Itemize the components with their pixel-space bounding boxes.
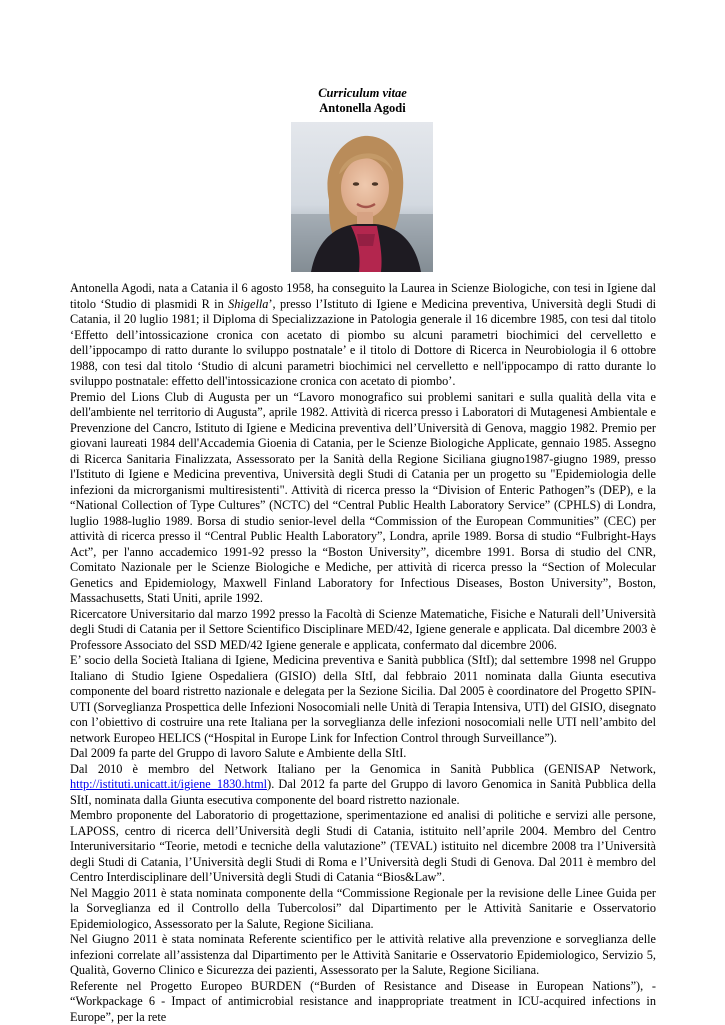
cv-body xyxy=(70,281,656,1025)
paragraph-awards: Premio del Lions Club di Augusta per un “Lavoro monografico sui problemi sanitari e sulla qualità della vita e dell'ambiente nel territorio di Augusta”, aprile 1982. Attività di ricerca presso i Laboratori di Mutagenesi Ambientale e Prevenzione del Cancro, Istituto di Igiene e Medicina preventiva dell’Università di Genova, maggio 1982. Premio per giovani laureati 1984 dell'Accademia Gioenia di Catania, per le Scienze Biologiche Applicate, gennaio 1985. Assegno di Ricerca Sanitaria Finalizzata, Assessorato per la Sanità della Regione Siciliana giugno1987-giugno 1989, presso l'Istituto di Igiene e Medicina preventiva, Università degli Studi di Catania per un progetto su "Epidemiologia delle infezioni da microrganismi multiresistenti". Attività di ricerca presso la “Division of Enteric Pathogen”s (DEP), e la “National Collection of Type Cultures” (NCTC) del “Central Public Health Laboratory Service” (CPHLS) di Londra, luglio 1988-luglio 1989. Borsa di studio senior-level della “Commission of the European Communities” (CEC) per attività di ricerca presso il “Central Public Health Laboratory”, Londra, aprile 1989. Borsa di studio “Fulbright-Hays Act”, per l'anno accademico 1991-92 presso la “Boston University”, dicembre 1991. Borsa di studio del CNR, Comitato Nazionale per le Scienze Biologiche e Mediche, per attività di ricerca presso la “Section of Molecular Genetics and Epidemiology, Maxwell Finland Laboratory for Infectious Diseases, Boston University”, Boston, Massachusetts, Stati Uniti, aprile 1992. xyxy=(70,390,656,607)
paragraph-referente: Nel Giugno 2011 è stata nominata Referente scientifico per le attività relative alla prevenzione e sorveglianza delle infezioni correlate all’assistenza dal Dipartimento per le Attività Sanitarie e Osservatorio Epidemiologico, Servizio 5, Qualità, Governo Clinico e Sicurezza dei pazienti, Assessorato per la Salute, Regione Siciliana. xyxy=(70,932,656,979)
portrait-image xyxy=(291,122,433,272)
paragraph-laposs: Membro proponente del Laboratorio di progettazione, sperimentazione ed analisi di politiche e servizi alle persone, LAPOSS, centro di ricerca dell’Università degli Studi di Catania, istituito nell’aprile 2004. Membro del Centro Interuniversitario “Teorie, metodi e tecniche della valutazione” (TEVAL) istituito nel dicembre 2008 tra l’Università degli Studi di Catania, l’Università degli Studi di Roma e l’Università degli Studi di Genova. Dal 2011 è membro del Centro Interdisciplinare dell’Università degli Studi di Catania “Bios&Law”. xyxy=(70,808,656,886)
paragraph-commission: Nel Maggio 2011 è stata nominata componente della “Commissione Regionale per la revisione delle Linee Guida per la Sorveglianza ed il Controllo della Tubercolosi” dal Dipartimento per le Attività Sanitarie e Osservatorio Epidemiologico, Assessorato per la Salute, Regione Siciliana. xyxy=(70,886,656,933)
paragraph-text: Dal 2010 è membro del Network Italiano per la Genomica in Sanità Pubblica (GENISAP Network, xyxy=(70,762,656,776)
paragraph-text: ). Dal 2012 fa parte del Gruppo di lavoro Genomica in Sanità Pubblica della SItI, nominata dalla Giunta esecutiva componente del board ristretto nazionale. xyxy=(70,777,656,807)
document-title: Curriculum vitae xyxy=(0,86,725,101)
paragraph-text: ’, presso l’Istituto di Igiene e Medicina preventiva, Università degli Studi di Catania, il 20 luglio 1981; il Diploma di Specializzazione in Patologia generale il 16 dicembre 1985, con tesi dal titolo ‘Effetto dell’intossicazione cronica con acetato di piombo su alcuni parametri biochimici del cervelletto e dell’ippocampo di ratto durante lo sviluppo postnatale’ e il titolo di Dottore di Ricerca in Neurobiologia il 6 ottobre 1988, con tesi dal titolo ‘Studio di alcuni parametri biochimici nel cervelletto e nell'ippocampo di ratto durante lo sviluppo postnatale: effetto dell'intossicazione cronica con acetato di piombo’. xyxy=(70,297,656,389)
paragraph-education xyxy=(70,281,656,390)
person-name: Antonella Agodi xyxy=(0,101,725,116)
paragraph-siti: E’ socio della Società Italiana di Igiene, Medicina preventiva e Sanità pubblica (SItI); dal settembre 1998 nel Gruppo Italiano di Studio Igiene Ospedaliera (GISIO) della SItI, dal febbraio 2011 nominata dalla Giunta esecutiva componente del board ristretto nazionale e delegata per la Sezione Sicilia. Dal 2005 è coordinatore del Progetto SPIN-UTI (Sorveglianza Prospettica delle Infezioni Nosocomiali nelle Unità di Terapia Intensiva, UTI) del GISIO, disegnato con l’obiettivo di costruire una rete Italiana per la sorveglianza delle infezioni nosocomiali nelle UTI nell’ambito del network Europeo HELICS (“Hospital in Europe Link for Infection Control through Surveillance”). xyxy=(70,653,656,746)
title-block xyxy=(0,86,725,116)
paragraph-working-group: Dal 2009 fa parte del Gruppo di lavoro Salute e Ambiente della SItI. xyxy=(70,746,656,762)
paragraph-text: Antonella Agodi, nata a Catania il 6 agosto 1958, ha conseguito la Laurea in Scienze Biologiche, con tesi in Igiene dal titolo ‘Studio di plasmidi R in xyxy=(70,281,656,311)
paragraph-genisap xyxy=(70,762,656,809)
paragraph-career: Ricercatore Universitario dal marzo 1992 presso la Facoltà di Scienze Matematiche, Fisiche e Naturali dell’Università degli Studi di Catania per il Settore Scientifico Disciplinare MED/42, Igiene generale e applicata. Dal dicembre 2003 è Professore Associato del SSD MED/42 Igiene generale e applicata, confermato dal dicembre 2006. xyxy=(70,607,656,654)
genisap-link[interactable]: http://istituti.unicatt.it/igiene_1830.html xyxy=(70,777,267,791)
paragraph-burden: Referente nel Progetto Europeo BURDEN (“Burden of Resistance and Disease in European Nations”), - “Workpackage 6 - Impact of antimicrobial resistance and inappropriate treatment in ICU-acquired infections in Europe”, per la rete xyxy=(70,979,656,1025)
italic-term: Shigella xyxy=(228,297,268,311)
portrait-photo xyxy=(291,122,433,272)
